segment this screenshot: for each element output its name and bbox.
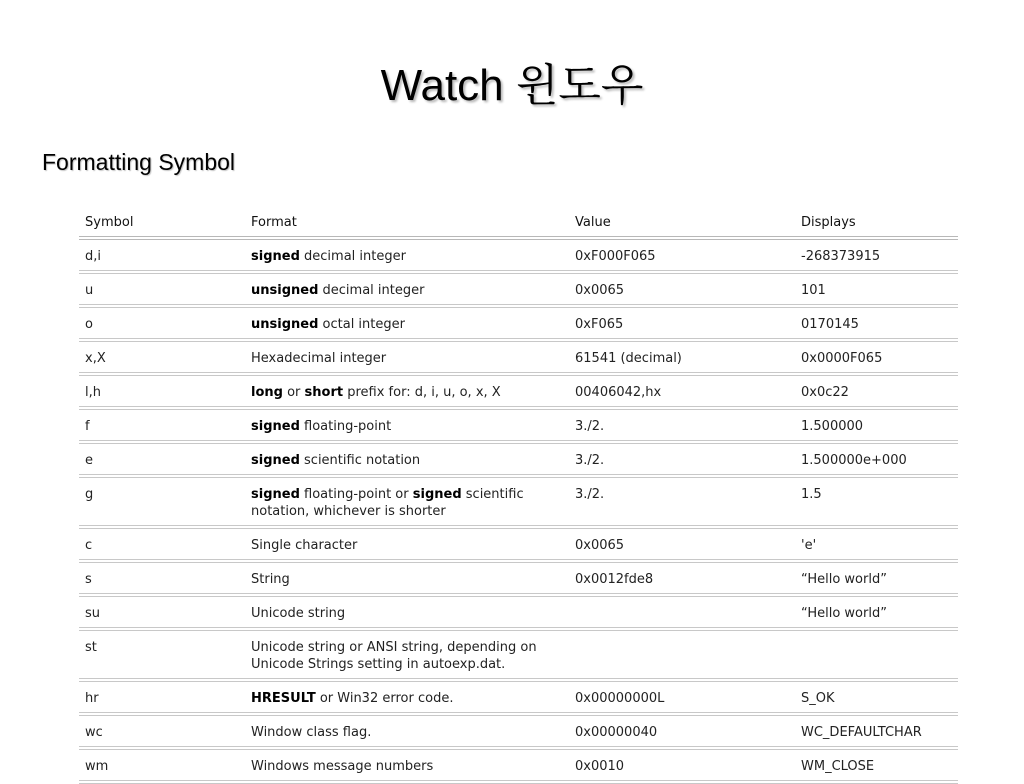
format-text: scientific notation, whichever is shorter — [251, 487, 524, 519]
cell-symbol: c — [85, 538, 93, 553]
format-keyword: short — [304, 385, 344, 400]
format-text: or — [282, 385, 305, 400]
cell-displays: 1.5 — [801, 487, 822, 502]
format-keyword: signed — [412, 487, 462, 502]
cell-symbol: wm — [85, 759, 109, 774]
cell-value — [569, 595, 795, 629]
table-row — [79, 595, 958, 629]
cell-symbol: d,i — [85, 249, 101, 264]
cell-symbol: e — [85, 453, 93, 468]
format-text: scientific notation — [299, 453, 421, 468]
slide-subtitle: Formatting Symbol — [42, 149, 236, 175]
format-keyword: signed — [251, 419, 300, 434]
cell-displays: 1.500000e+000 — [801, 453, 907, 468]
format-text: floating-point — [299, 419, 392, 434]
table-row — [79, 374, 958, 408]
cell-symbol: x,X — [85, 351, 106, 366]
table-row — [79, 442, 958, 476]
cell-value: 0x00000040 — [575, 725, 658, 740]
format-text: Unicode string — [251, 606, 346, 621]
cell-symbol: u — [85, 283, 94, 298]
cell-symbol: f — [85, 419, 90, 434]
cell-symbol: hr — [85, 691, 99, 706]
format-text: Window class flag. — [251, 725, 372, 740]
table-row — [79, 680, 958, 714]
cell-value: 0x0065 — [575, 283, 625, 298]
table-row — [79, 238, 958, 272]
cell-format — [245, 272, 569, 306]
cell-displays: 0170145 — [801, 317, 859, 332]
cell-format — [245, 408, 569, 442]
cell-format — [245, 714, 569, 748]
cell-format — [245, 595, 569, 629]
format-keyword: signed — [251, 487, 300, 502]
format-text: decimal integer — [299, 249, 406, 264]
table-body — [79, 238, 958, 782]
table-row — [79, 714, 958, 748]
cell-value: 0xF000F065 — [575, 249, 656, 264]
cell-symbol: st — [85, 640, 97, 655]
format-text: Unicode string or ANSI string, depending on Unicode Strings setting in autoexp.dat. — [251, 640, 537, 672]
cell-format — [245, 561, 569, 595]
cell-displays: “Hello world” — [801, 572, 887, 587]
format-text: floating-point or — [299, 487, 413, 502]
cell-value: 3./2. — [575, 419, 605, 434]
format-keyword: signed — [251, 453, 300, 468]
format-text: prefix for: d, i, u, o, x, X — [343, 385, 501, 400]
cell-format — [245, 527, 569, 561]
cell-format — [245, 306, 569, 340]
cell-displays: 'e' — [801, 538, 817, 553]
cell-value: 0x00000000L — [575, 691, 665, 706]
cell-value: 0x0010 — [575, 759, 625, 774]
header-displays: Displays — [801, 215, 856, 230]
slide-title: Watch 윈도우 — [380, 61, 644, 110]
formatting-symbol-table — [79, 212, 958, 784]
cell-format — [245, 748, 569, 782]
table-row — [79, 408, 958, 442]
cell-value: 0x0065 — [575, 538, 625, 553]
table-row — [79, 306, 958, 340]
cell-displays: WM_CLOSE — [801, 759, 875, 774]
header-value: Value — [575, 215, 611, 230]
cell-symbol: su — [85, 606, 101, 621]
table-row — [79, 748, 958, 782]
header-symbol: Symbol — [85, 215, 134, 230]
table-row — [79, 272, 958, 306]
cell-value — [569, 629, 795, 680]
table-row — [79, 340, 958, 374]
table-row — [79, 476, 958, 527]
cell-value: 00406042,hx — [575, 385, 662, 400]
format-text: decimal integer — [318, 283, 425, 298]
cell-displays: 0x0c22 — [801, 385, 849, 400]
cell-displays: -268373915 — [801, 249, 881, 264]
cell-displays: 1.500000 — [801, 419, 864, 434]
cell-symbol: l,h — [85, 385, 101, 400]
cell-format — [245, 442, 569, 476]
cell-displays — [795, 629, 958, 680]
cell-displays: “Hello world” — [801, 606, 887, 621]
format-text: Hexadecimal integer — [251, 351, 387, 366]
format-keyword: HRESULT — [251, 691, 316, 706]
cell-value: 61541 (decimal) — [575, 351, 682, 366]
cell-format — [245, 238, 569, 272]
cell-symbol: s — [85, 572, 92, 587]
cell-displays: S_OK — [801, 691, 835, 706]
cell-symbol: g — [85, 487, 94, 502]
cell-displays: 101 — [801, 283, 826, 298]
cell-format — [245, 629, 569, 680]
format-keyword: unsigned — [251, 317, 319, 332]
cell-format — [245, 680, 569, 714]
format-text: Windows message numbers — [251, 759, 434, 774]
cell-displays: 0x0000F065 — [801, 351, 883, 366]
table-row — [79, 561, 958, 595]
header-format: Format — [251, 215, 297, 230]
formatting-symbol-table-container — [79, 212, 958, 784]
cell-format — [245, 374, 569, 408]
format-keyword: signed — [251, 249, 300, 264]
table-row — [79, 527, 958, 561]
cell-format — [245, 340, 569, 374]
table-header-row — [79, 212, 958, 238]
cell-symbol: o — [85, 317, 93, 332]
cell-value: 3./2. — [575, 487, 605, 502]
format-text: String — [251, 572, 290, 587]
table-row — [79, 629, 958, 680]
cell-displays: WC_DEFAULTCHAR — [801, 725, 922, 740]
cell-symbol: wc — [85, 725, 103, 740]
cell-value: 0x0012fde8 — [575, 572, 654, 587]
format-text: or Win32 error code. — [315, 691, 454, 706]
format-text: Single character — [251, 538, 358, 553]
format-text: octal integer — [318, 317, 405, 332]
cell-value: 3./2. — [575, 453, 605, 468]
cell-value: 0xF065 — [575, 317, 624, 332]
format-keyword: long — [251, 385, 283, 400]
format-keyword: unsigned — [251, 283, 319, 298]
cell-format — [245, 476, 569, 527]
